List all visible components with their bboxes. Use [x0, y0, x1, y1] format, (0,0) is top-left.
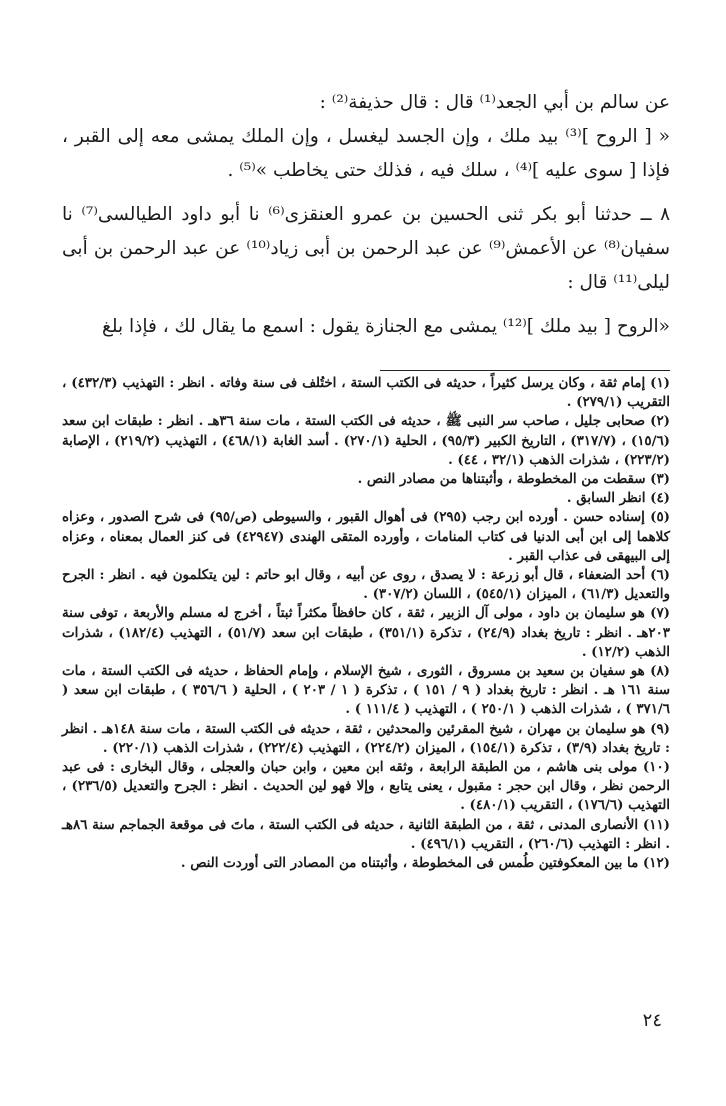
page-number: ٢٤ — [642, 1010, 662, 1031]
footnote-2: (٢) صحابى جليل ، صاحب سر النبى ﷺ ، حديثه فى الكتب الستة ، مات سنة ٣٦هـ . انظر : طبقات ابن سعد (١٥/٦) ، (٣١٧/٧) ، التاريخ الكبير (٩٥/٣) ، الحلية (٢٧٠/١) . أسد الغابة (٤٦٨/١) ، التهذيب (٢١٩/٢) ، الإصابة (٢٢٣/٢) ، شذرات الذهب (٣٢/١ ، ٤٤) . — [62, 413, 671, 468]
footnote-separator — [380, 370, 670, 371]
footnotes — [62, 374, 670, 873]
footnote-7: (٧) هو سليمان بن داود ، مولى آل الزبير ، ثقة ، كان حافظاً مكثراً ثبتاً ، أخرج له مسلم والأربعة ، توفى سنة ٢٠٣هـ . انظر : تاريخ بغداد (٢٤/٩) ، تذكرة (٣٥١/١) ، طبقات ابن سعد (٥١/٧) ، التهذيب (١٨٢/٤) ، شذرات الذهب (١٢/٢) . — [62, 605, 670, 660]
footnote-12: (١٢) ما بين المعكوفتين طُمس فى المخطوطة ، وأثبتناه من المصادر التى أوردت النص . — [180, 855, 670, 872]
main-paragraph-4: «الروح [ بيد ملك ]⁽¹²⁾ يمشى مع الجنازة يقول : اسمع ما يقال لك ، فإذا بلغ — [101, 316, 670, 337]
footnote-4: (٤) انظر السابق . — [566, 490, 670, 507]
footnote-5: (٥) إسناده حسن . أورده ابن رجب (٢٩٥) فى أهوال القبور ، والسيوطى (ص/٩٥) فى شرح الصدور ، وعزاه كلاهما إلى ابن أبى الدنيا فى كتاب المنامات ، وأورده المتقى الهندى (٤٢٩٤٧) فى كنز العمال بمعناه ، وعزاه إلى البيهقى فى عذاب القبر . — [62, 509, 671, 564]
main-paragraph-2: « [ الروح ]⁽³⁾ بيد ملك ، وإن الجسد ليغسل ، وإن الملك يمشى معه إلى القبر ، فإذا [ سوى عليه ]⁽⁴⁾ ، سلك فيه ، فذلك حتى يخاطب »⁽⁵⁾ . — [62, 126, 670, 181]
main-paragraph-3: ٨ ــ حدثنا أبو بكر ثنى الحسين بن عمرو العنقزى⁽⁶⁾ نا أبو داود الطيالسى⁽⁷⁾ نا سفيان⁽⁸⁾ عن الأعمش⁽⁹⁾ عن عبد الرحمن بن أبى زياد⁽¹⁰⁾ عن عبد الرحمن بن أبى ليلى⁽¹¹⁾ قال : — [62, 204, 671, 293]
footnote-10: (١٠) مولى بنى هاشم ، من الطبقة الرابعة ، وثقه ابن معين ، وابن حبان والعجلى ، وقال البخارى : فى عبد الرحمن نظر ، وقال ابن حجر : مقبول ، يعنى يتابع ، وإلا فهو لين الحديث . انظر : الجرح والتعديل (٢٣٦/٥) ، التهذيب (١٧٦/٦) ، التقريب (٤٨٠/١) . — [62, 759, 670, 814]
footnote-6: (٦) أحد الضعفاء ، قال أبو زرعة : لا يصدق ، روى عن أبيه ، وقال ابو حاتم : لين يتكلمون فيه . انظر : الجرح والتعديل (٦١/٣) ، الميزان (٥٤٥/١) ، اللسان (٣٠٧/٢) . — [62, 567, 670, 603]
footnote-9: (٩) هو سليمان بن مهران ، شيخ المقرئين والمحدثين ، ثقة ، حديثه فى الكتب الستة ، مات سنة ١٤٨هـ . انظر : تاريخ بغداد (٣/٩) ، تذكرة (١٥٤/١) ، الميزان (٢٢٤/٢) ، التهذيب (٢٢٢/٤) ، شذرات الذهب (٢٢٠/١) . — [62, 720, 670, 756]
main-text — [62, 86, 670, 344]
footnote-11: (١١) الأنصارى المدنى ، ثقة ، من الطبقة الثانية ، حديثه فى الكتب الستة ، ماتَ فى موقعة الجماجم سنة ٨٦هـ . انظر : التهذيب (٢٦٠/٦) ، التقريب (٤٩٦/١) . — [62, 816, 670, 852]
footnote-1: (١) إمام ثقة ، وكان يرسل كثيراً ، حديثه فى الكتب الستة ، اختُلف فى سنة وفاته . انظر : التهذيب (٤٣٢/٣) ، التقريب (٢٧٩/١) . — [62, 375, 670, 411]
footnote-8: (٨) هو سفيان بن سعيد بن مسروق ، الثورى ، شيخ الإسلام ، وإمام الحفاظ ، حديثه فى الكتب الستة ، مات سنة ١٦١ هـ . انظر : تاريخ بغداد ( ٩ / ١٥١ ) ، تذكرة ( ١ / ٢٠٣ ) ، الحلية ( ٣٥٦/٦ ) ، طبقات ابن سعد ( ٣٧١/٦ ) ، شذرات الذهب ( ٢٥٠/١ ) ، التهذيب ( ١١١/٤ ) . — [62, 663, 670, 718]
footnote-3: (٣) سقطت من المخطوطة ، وأثبتناها من مصادر النص . — [357, 471, 670, 488]
main-paragraph-1: عن سالم بن أبي الجعد⁽¹⁾ قال : قال حذيفة⁽²⁾ : — [319, 92, 670, 113]
